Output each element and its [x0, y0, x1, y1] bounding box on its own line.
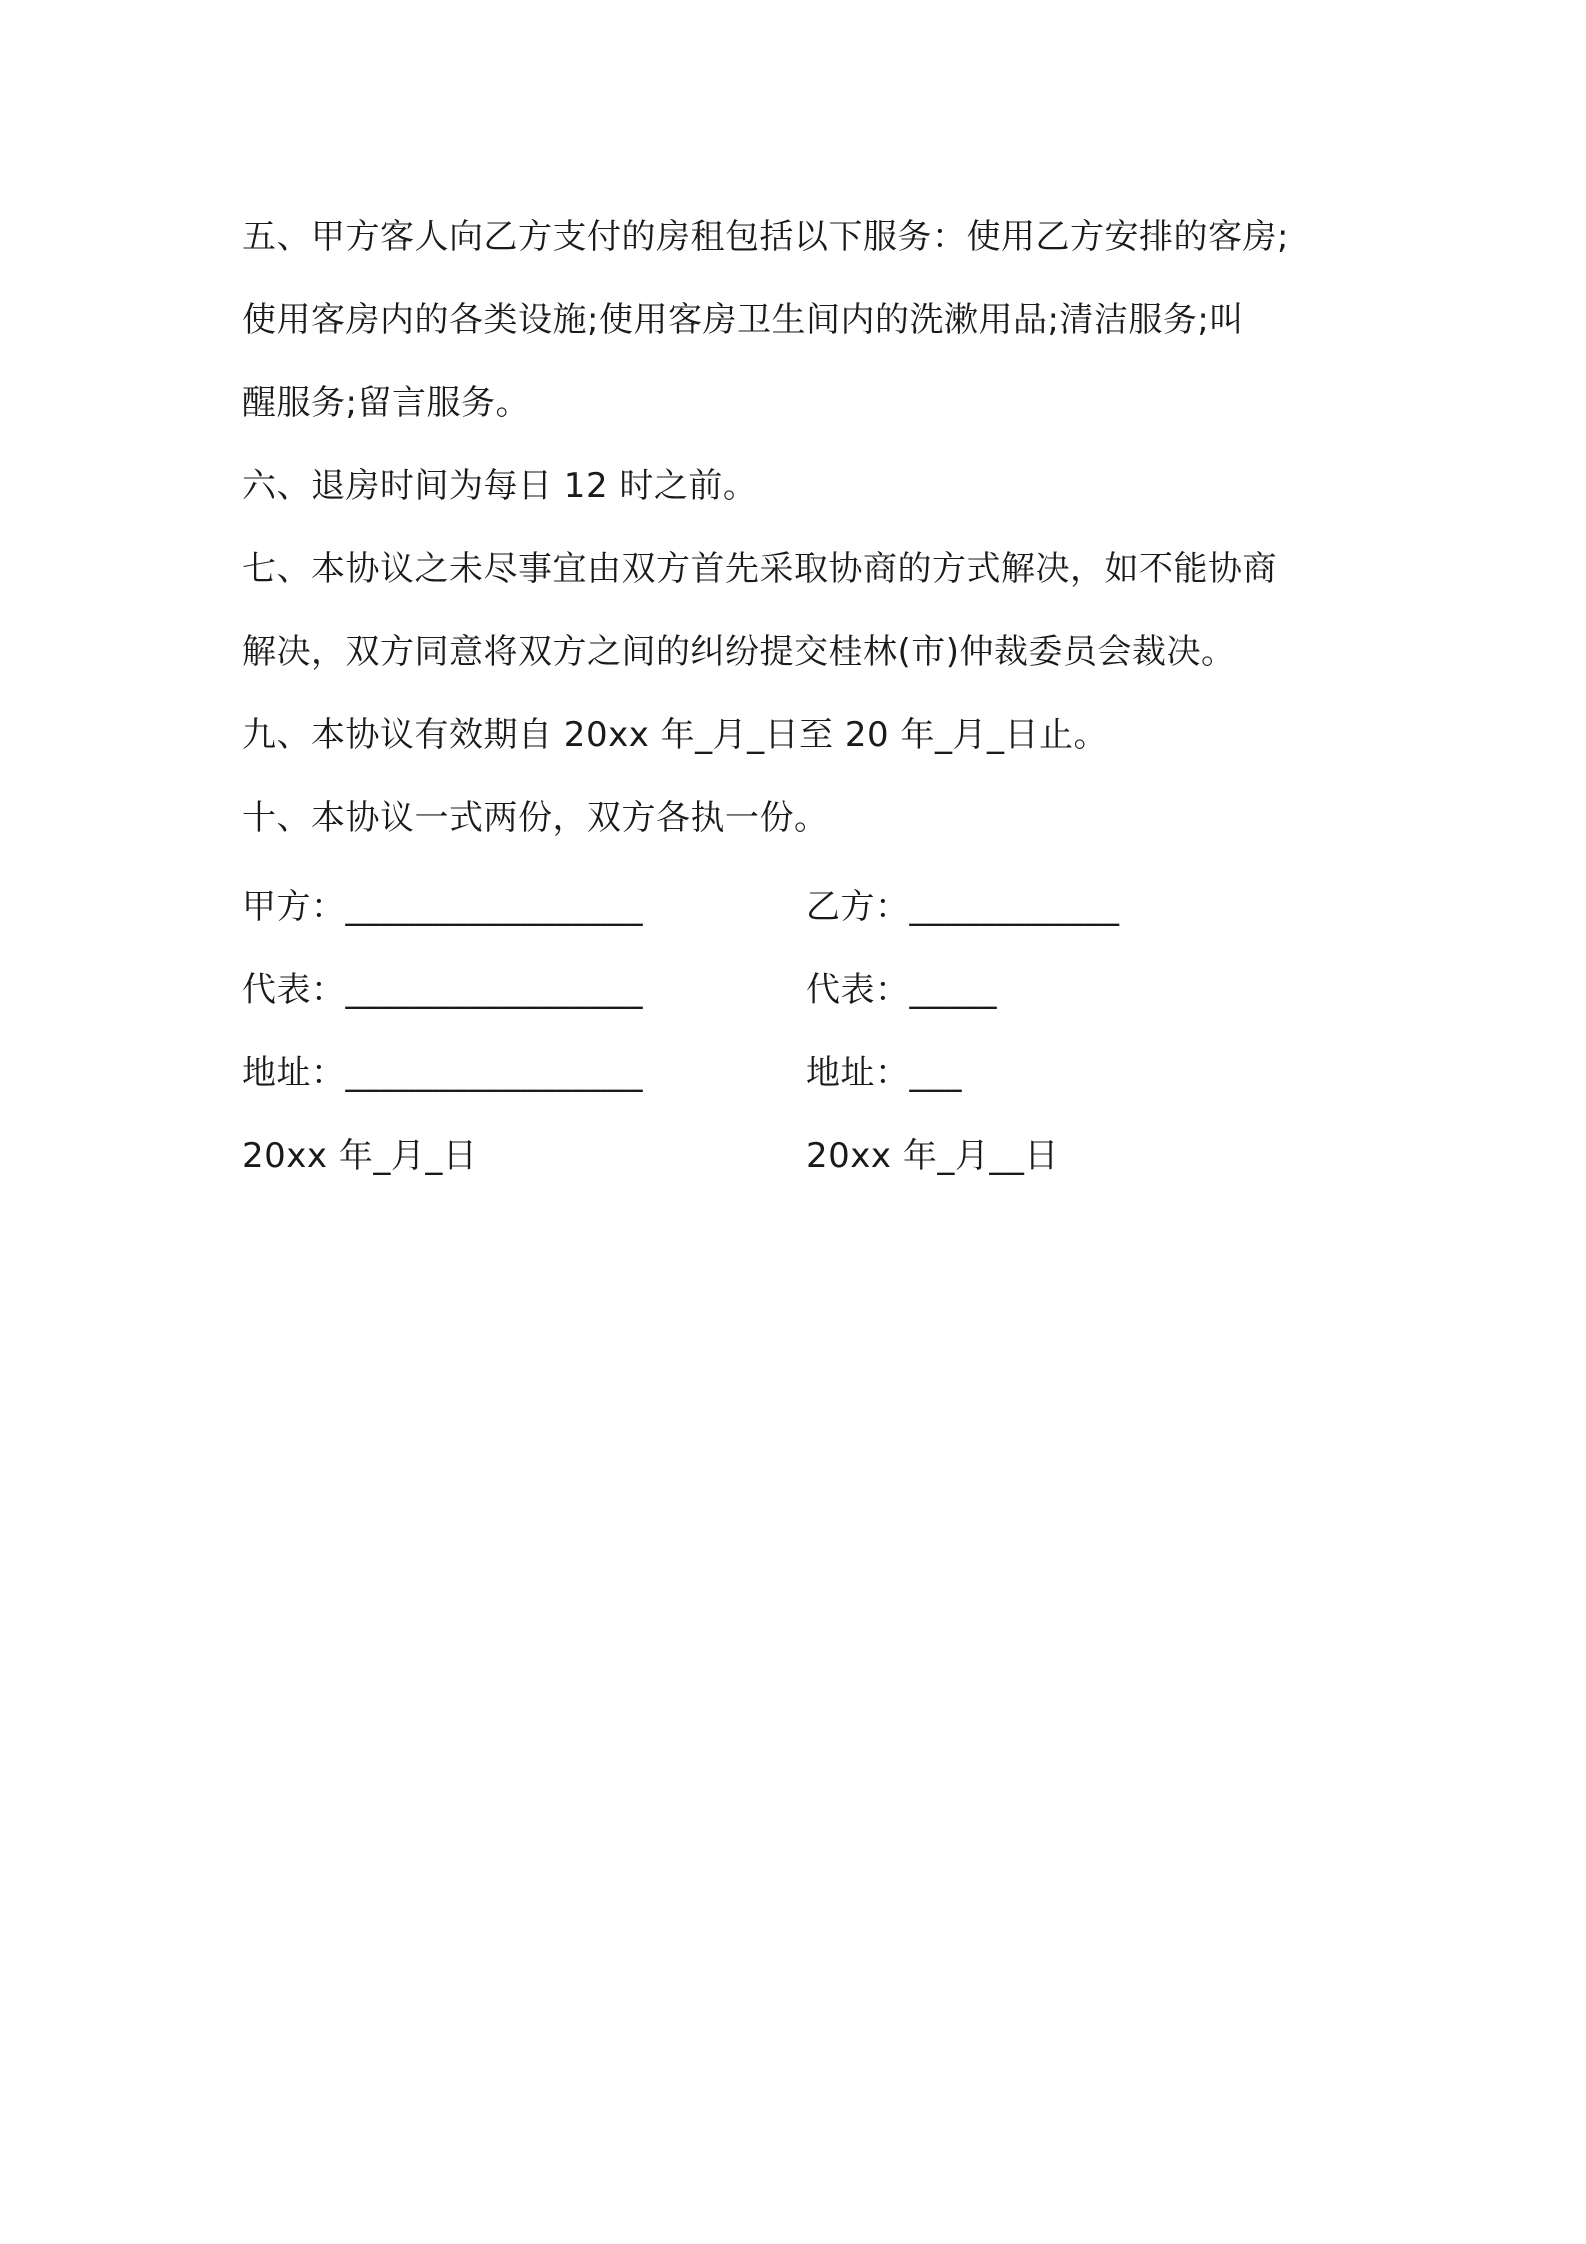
- clause-line: 九、本协议有效期自 20xx 年_月_日至 20 年_月_日止。: [242, 715, 1108, 755]
- signature-block: [242, 866, 1362, 1198]
- clause-5: [242, 196, 1362, 445]
- party-b-field: 乙方：____________: [806, 887, 1120, 927]
- clause-line: 十、本协议一式两份，双方各执一份。: [242, 798, 829, 838]
- agreement-clauses: [242, 196, 1362, 860]
- clause-9: [242, 694, 1362, 777]
- address-row: [242, 1032, 1362, 1115]
- party-b-representative-field: 代表：_____: [806, 970, 997, 1010]
- party-row: [242, 866, 1362, 949]
- representative-row: [242, 949, 1362, 1032]
- clause-line: 解决，双方同意将双方之间的纠纷提交桂林(市)仲裁委员会裁决。: [242, 632, 1236, 672]
- clause-7: [242, 528, 1362, 694]
- party-b-address-field: 地址：___: [806, 1053, 962, 1093]
- clause-line: 六、退房时间为每日 12 时之前。: [242, 466, 758, 506]
- clause-6: [242, 445, 1362, 528]
- clause-line: 醒服务;留言服务。: [242, 383, 530, 423]
- clause-line: 七、本协议之未尽事宜由双方首先采取协商的方式解决，如不能协商: [242, 549, 1277, 589]
- party-b-date: 20xx 年_月__日: [806, 1136, 1059, 1176]
- party-a-address-field: 地址：_________________: [242, 1053, 643, 1093]
- clause-10: [242, 777, 1362, 860]
- date-row: [242, 1115, 1362, 1198]
- clause-line: 五、甲方客人向乙方支付的房租包括以下服务：使用乙方安排的客房;: [242, 217, 1289, 257]
- party-a-date: 20xx 年_月_日: [242, 1136, 478, 1176]
- party-a-representative-field: 代表：_________________: [242, 970, 643, 1010]
- party-a-field: 甲方：_________________: [242, 887, 643, 927]
- clause-line: 使用客房内的各类设施;使用客房卫生间内的洗漱用品;清洁服务;叫: [242, 300, 1244, 340]
